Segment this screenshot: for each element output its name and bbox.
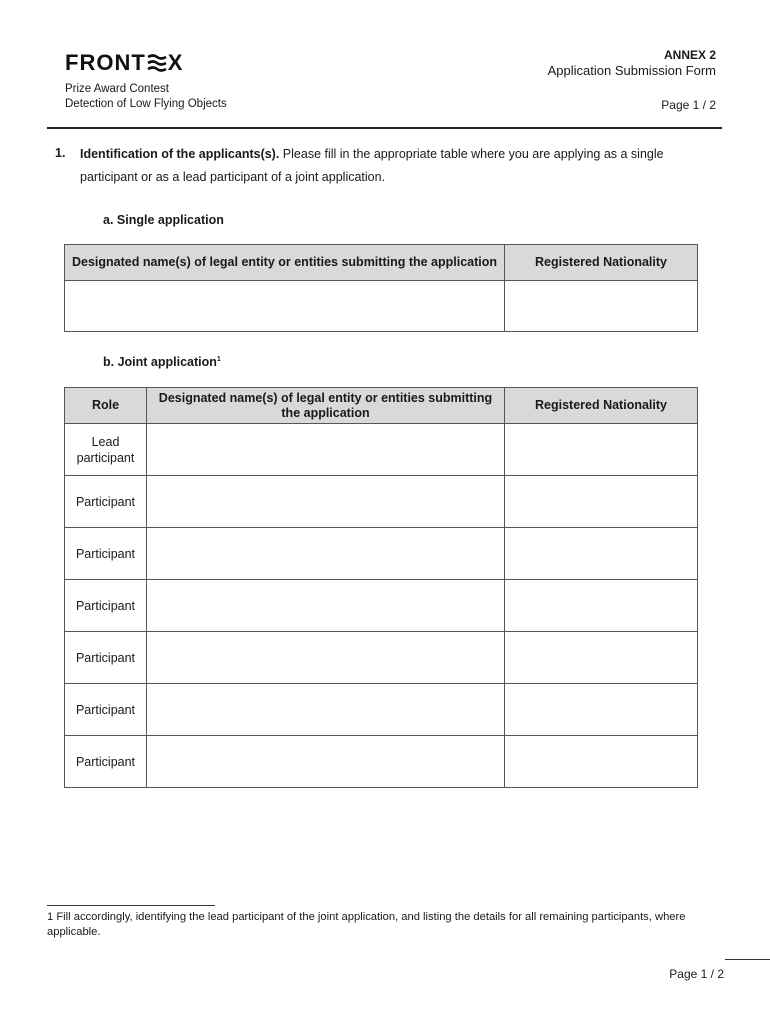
joint-heading-text: b. Joint application — [103, 355, 217, 369]
single-col-name-header: Designated name(s) of legal entity or entities submitting the application — [65, 245, 505, 281]
table-row — [65, 580, 698, 632]
table-row — [65, 684, 698, 736]
single-name-cell[interactable] — [65, 281, 505, 332]
nationality-cell[interactable] — [505, 580, 698, 632]
header-divider — [47, 127, 722, 129]
nationality-cell[interactable] — [505, 684, 698, 736]
table-row — [65, 528, 698, 580]
role-cell: Participant — [65, 736, 147, 788]
annex-label: ANNEX 2 — [663, 48, 716, 62]
name-cell[interactable] — [147, 684, 505, 736]
nationality-cell[interactable] — [505, 476, 698, 528]
nationality-cell[interactable] — [505, 424, 698, 476]
contest-topic: Detection of Low Flying Objects — [65, 98, 227, 110]
logo-text-right: X — [167, 50, 184, 75]
section-number: 1. — [55, 146, 66, 160]
role-cell: Participant — [65, 528, 147, 580]
name-cell[interactable] — [147, 424, 505, 476]
single-col-nationality-header: Registered Nationality — [505, 245, 698, 281]
footnote-text: 1 Fill accordingly, identifying the lead participant of the joint application, and listing the details for all remaining participants, where applicable. — [47, 911, 686, 938]
page-number-footer: Page 1 / 2 — [669, 967, 724, 981]
joint-col-name-header: Designated name(s) of legal entity or entities submitting the application — [147, 388, 505, 424]
single-nationality-cell[interactable] — [505, 281, 698, 332]
footnote-divider — [47, 905, 215, 906]
table-row — [65, 476, 698, 528]
joint-application-table — [64, 387, 698, 788]
joint-application-heading — [103, 355, 221, 369]
role-cell: Participant — [65, 476, 147, 528]
table-row — [65, 424, 698, 476]
section-instructions: Please fill in the appropriate table where you are applying as a single participant or as a lead participant of a joint application. — [80, 147, 664, 184]
nationality-cell[interactable] — [505, 632, 698, 684]
name-cell[interactable] — [147, 632, 505, 684]
single-application-heading: a. Single application — [103, 213, 224, 227]
contest-name: Prize Award Contest — [65, 83, 169, 95]
page-number-header: Page 1 / 2 — [661, 98, 716, 112]
logo-wave-e-icon — [147, 54, 167, 72]
nationality-cell[interactable] — [505, 528, 698, 580]
frontex-logo — [65, 50, 183, 76]
name-cell[interactable] — [147, 736, 505, 788]
logo-text-left: FRONT — [65, 50, 146, 75]
table-row — [65, 736, 698, 788]
role-cell: Participant — [65, 684, 147, 736]
table-row — [65, 632, 698, 684]
role-cell: Participant — [65, 632, 147, 684]
role-cell: Participant — [65, 580, 147, 632]
single-application-table — [64, 244, 698, 332]
joint-col-role-header: Role — [65, 388, 147, 424]
nationality-cell[interactable] — [505, 736, 698, 788]
role-cell: Lead participant — [65, 424, 147, 476]
form-name: Application Submission Form — [547, 63, 716, 78]
name-cell[interactable] — [147, 580, 505, 632]
footer-divider — [725, 959, 770, 960]
section-title: Identification of the applicants(s). — [80, 147, 280, 161]
joint-col-nationality-header: Registered Nationality — [505, 388, 698, 424]
name-cell[interactable] — [147, 528, 505, 580]
footnote-reference: 1 — [216, 355, 221, 363]
name-cell[interactable] — [147, 476, 505, 528]
section-intro — [80, 143, 710, 189]
